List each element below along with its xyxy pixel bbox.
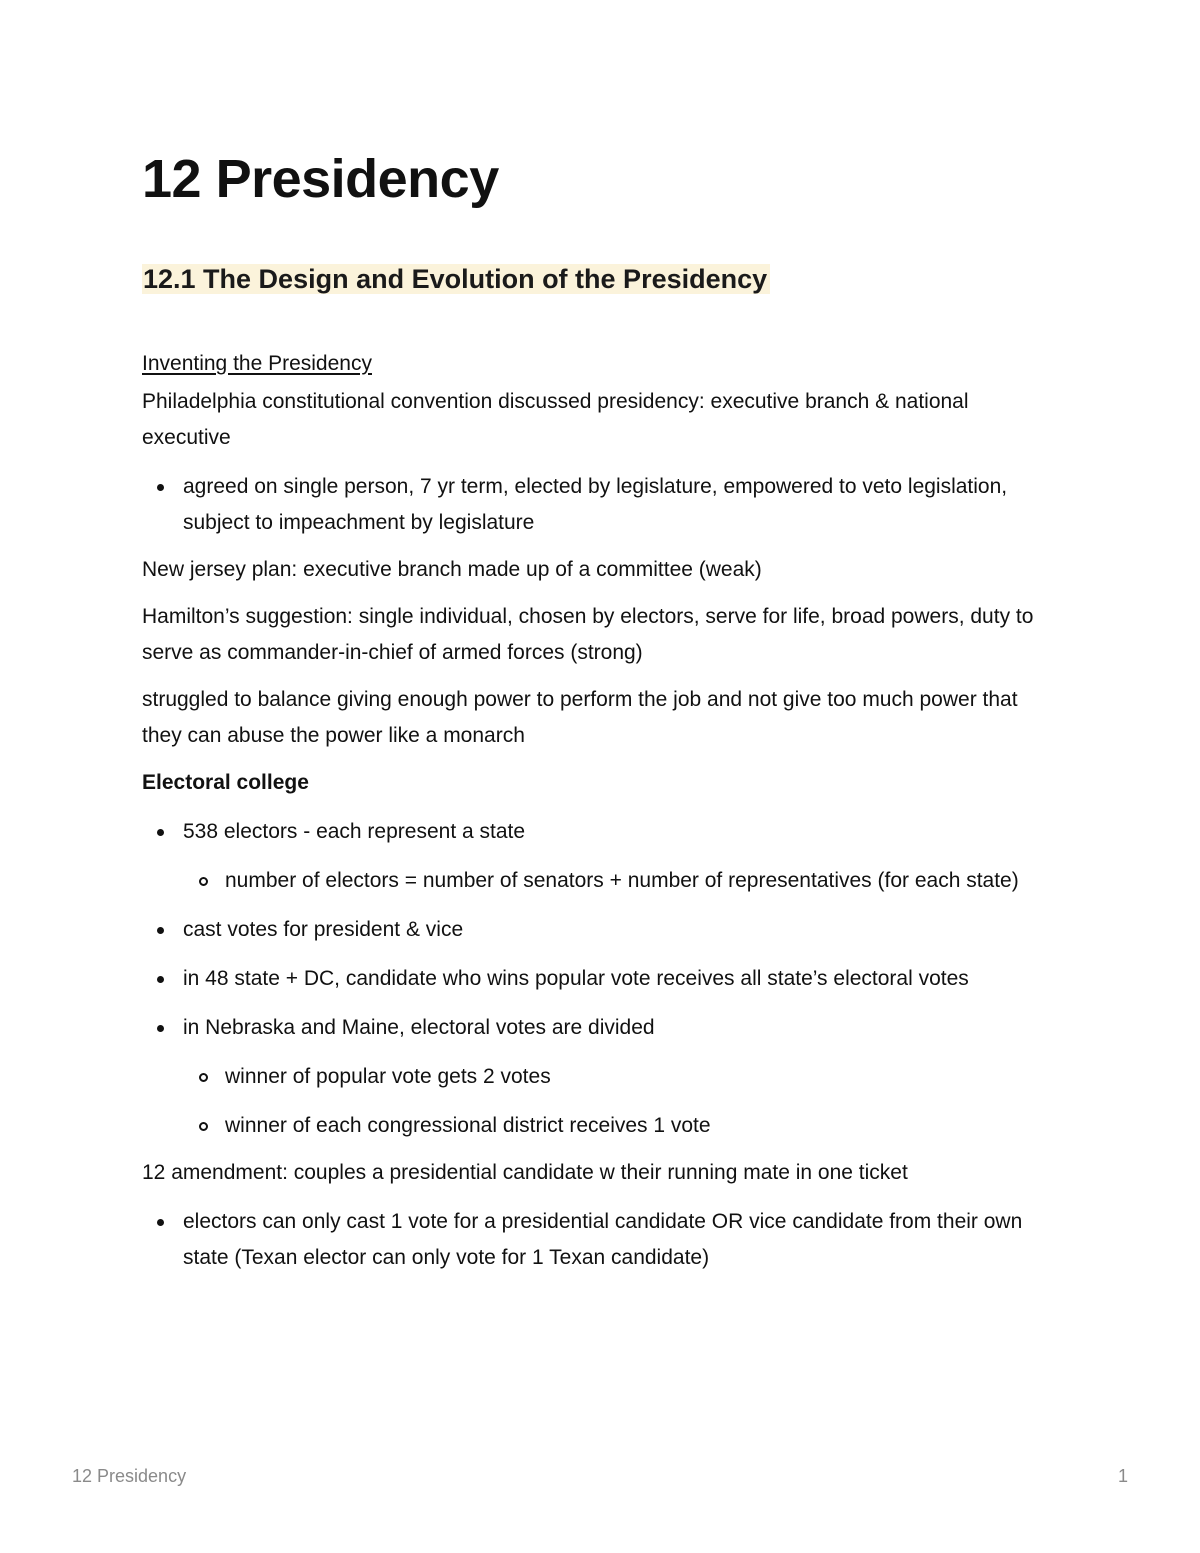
section-heading [142,262,1062,296]
bullet-list-convention [142,469,1062,541]
list-item: in Nebraska and Maine, electoral votes are divided [142,1010,1062,1046]
subheading-inventing: Inventing the Presidency [142,352,372,375]
sub-list-item: winner of each congressional district receives 1 vote [183,1108,1062,1144]
page-number: 1 [1117,1466,1128,1486]
sub-list-item: number of electors = number of senators + number of representatives (for each state) [183,863,1062,899]
sub-list-electors [183,863,1062,899]
document-body [142,148,1062,1276]
footer-title: 12 Presidency [72,1466,187,1486]
page-title: 12 Presidency [142,149,499,209]
list-item: agreed on single person, 7 yr term, elected by legislature, empowered to veto legislation, subject to impeachment by legislature [142,469,1062,541]
electoral-college-heading: Electoral college [142,771,309,794]
paragraph-new-jersey-plan: New jersey plan: executive branch made up of a committee (weak) [142,558,762,581]
bullet-list-amendment [142,1204,1062,1276]
paragraph-balance: struggled to balance giving enough power to perform the job and not give too much power that they can abuse the power like a monarch [142,688,1018,747]
paragraph-12-amendment: 12 amendment: couples a presidential candidate w their running mate in one ticket [142,1161,908,1184]
sub-list-item: winner of popular vote gets 2 votes [183,1059,1062,1095]
list-item: cast votes for president & vice [142,912,1062,948]
bullet-list-electoral [142,814,1062,850]
sub-list-divided [183,1059,1062,1144]
paragraph-convention: Philadelphia constitutional convention discussed presidency: executive branch & national executive [142,390,969,449]
list-item: 538 electors - each represent a state [142,814,1062,850]
list-item: in 48 state + DC, candidate who wins popular vote receives all state’s electoral votes [142,961,1062,997]
bullet-list-electoral-2 [142,912,1062,1046]
section-heading-text: 12.1 The Design and Evolution of the Presidency [142,264,770,294]
paragraph-hamilton: Hamilton’s suggestion: single individual, chosen by electors, serve for life, broad powers, duty to serve as commander-in-chief of armed forces (strong) [142,605,1034,664]
list-item: electors can only cast 1 vote for a presidential candidate OR vice candidate from their own state (Texan elector can only vote for 1 Texan candidate) [142,1204,1062,1276]
